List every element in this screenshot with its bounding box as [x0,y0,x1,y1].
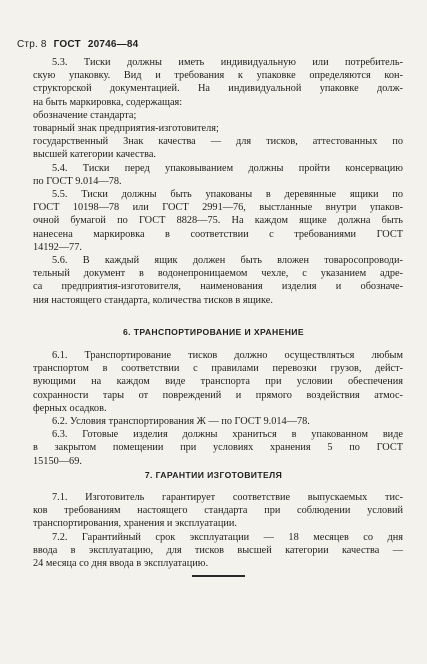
end-rule [192,575,245,577]
text-line: 7.2. Гарантийный срок эксплуатации — 18 месяцев со дня [52,531,403,543]
text-line: нанесена маркировка в соответствии с требованиями ГОСТ [33,228,403,240]
text-line: обозначение стандарта; [33,109,137,121]
text-line: структорской документацией. На индивидуальной упаковке долж- [33,83,403,95]
text-line: в закрытом помещении при условиях хранения 5 по ГОСТ [33,442,403,454]
text-line: транспортирования, хранения и эксплуатации. [33,518,237,530]
text-line: государственный Знак качества — для тисков, аттестованных по [33,136,403,148]
gost-label: ГОСТ [53,39,81,50]
section7-text [33,491,403,570]
section7-heading: 7. ГАРАНТИИ ИЗГОТОВИТЕЛЯ [144,470,283,480]
text-line: по ГОСТ 9.014—78. [33,175,122,187]
text-line: высшей категории качества. [33,149,156,161]
page-number: Стр. 8 [17,39,47,50]
text-line: 5.3. Тиски должны иметь индивидуальную или потребитель- [52,57,403,68]
text-line: 7.1. Изготовитель гарантирует соответствие выпускаемых тис- [52,492,403,503]
text-line: ния настоящего стандарта, количества тисков в ящике. [33,294,273,306]
text-line: транспортом в соответствии с правилами перевозки грузов, дейст- [33,363,403,375]
section5-text [33,56,403,307]
text-line: ферных осадков. [33,402,107,414]
text-line: тельный документ в водонепроницаемом чехле, с указанием адре- [33,268,403,280]
standard-number: 20746—84 [87,39,139,50]
text-line: на быть маркировка, содержащая: [33,96,183,108]
text-line: 6.1. Транспортирование тисков должно осуществляться любым [52,350,403,361]
page-header [17,39,142,50]
text-line: 5.4. Тиски перед упаковыванием должны пройти консервацию [52,162,403,174]
text-line: товарный знак предприятия-изготовителя; [33,123,219,135]
text-line: скую упаковку. Вид и требования к упаковке определяются кон- [33,70,403,82]
text-line: 6.2. Условия транспортирования Ж — по ГОСТ 9.014—78. [52,416,310,428]
text-line: 15150—69. [33,455,82,467]
text-line: ГОСТ 10198—78 или ГОСТ 2991—76, выстланные внутри упаков- [33,202,403,214]
text-line: 5.5. Тиски должны быть упакованы в деревянные ящики по [52,189,403,201]
text-line: сохранности тары от повреждений и прямого воздействия атмос- [33,389,403,401]
text-line: 6.3. Готовые изделия должны храниться в упакованном виде [52,429,403,441]
section6-text [33,349,403,468]
text-line: са предприятия-изготовителя, наименования изделия и обозначе- [33,281,403,293]
text-line: ков требованиям настоящего стандарта при соблюдении условий [33,505,403,517]
text-line: ввода в эксплуатацию, для тисков высшей категории качества — [33,544,403,556]
text-line: очной бумагой по ГОСТ 8828—75. На каждом ящике должна быть [33,215,403,227]
section6-heading: 6. ТРАНСПОРТИРОВАНИЕ И ХРАНЕНИЕ [122,327,305,337]
text-line: 24 месяца со дня ввода в эксплуатацию. [33,558,209,570]
text-line: вующими на каждом виде транспорта при условии обеспечения [33,376,403,388]
text-line: 5.6. В каждый ящик должен быть вложен товаросопроводи- [52,255,403,267]
text-line: 14192—77. [33,241,82,253]
